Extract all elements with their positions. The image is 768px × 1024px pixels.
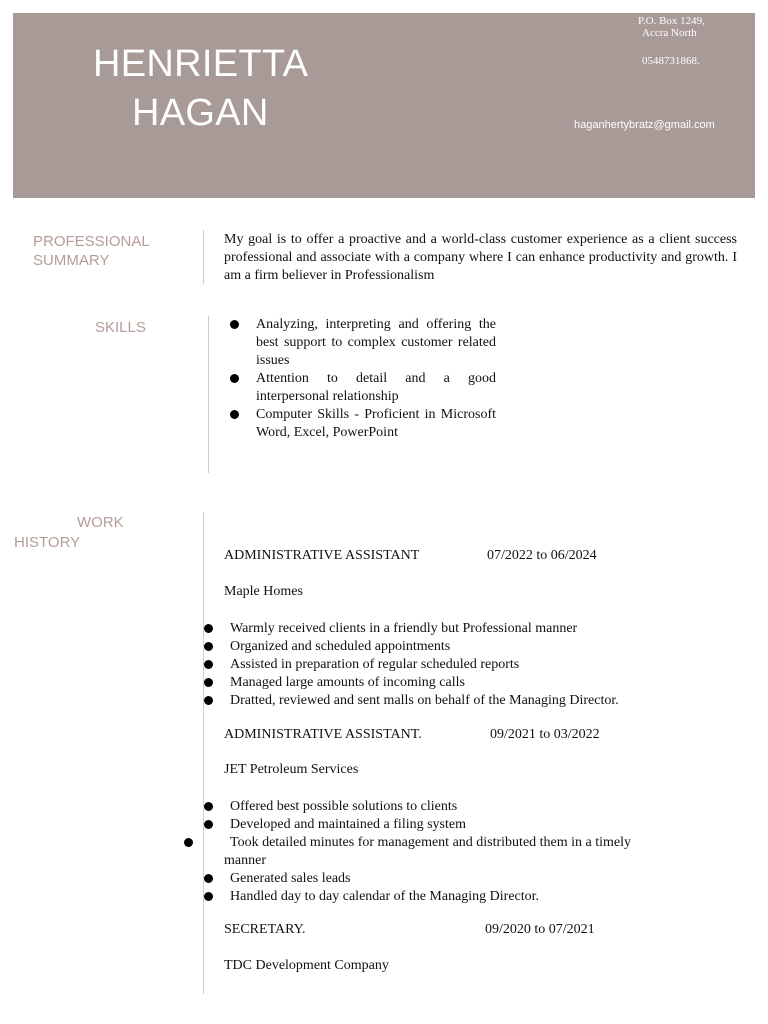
bullet-icon: [204, 820, 213, 829]
duty-item: Generated sales leads: [204, 870, 674, 888]
duties-list: [204, 620, 674, 710]
phone-number: 0548731868.: [642, 55, 700, 67]
company-name: TDC Development Company: [224, 958, 389, 973]
work-label-line1: WORK: [77, 514, 124, 531]
summary-label-line1: PROFESSIONAL: [33, 233, 150, 250]
skill-item: Computer Skills - Proficient in Microsoft Word, Excel, PowerPoint: [230, 406, 496, 442]
skill-item: Attention to detail and a good interpersonal relationship: [230, 370, 496, 406]
address-line-2: Accra North: [642, 27, 697, 39]
duty-item: Offered best possible solutions to clients: [204, 798, 674, 816]
bullet-icon: [204, 802, 213, 811]
bullet-icon: [204, 892, 213, 901]
work-divider: [203, 512, 204, 994]
address-line-1: P.O. Box 1249,: [638, 15, 705, 27]
bullet-icon: [230, 374, 239, 383]
duty-item: Warmly received clients in a friendly but Professional manner: [204, 620, 674, 638]
job-title: SECRETARY.: [224, 922, 306, 937]
bullet-icon: [230, 320, 239, 329]
first-name: HENRIETTA: [93, 43, 309, 85]
company-name: Maple Homes: [224, 584, 303, 599]
work-label-line2: HISTORY: [14, 534, 81, 551]
skills-label: SKILLS: [95, 319, 146, 336]
job-dates: 07/2022 to 06/2024: [487, 548, 597, 563]
bullet-icon: [230, 410, 239, 419]
duty-item: Managed large amounts of incoming calls: [204, 674, 674, 692]
duty-item: Took detailed minutes for management and distributed them in a timely manner: [204, 834, 674, 870]
duty-item: Handled day to day calendar of the Managing Director.: [204, 888, 674, 906]
job-title: ADMINISTRATIVE ASSISTANT.: [224, 727, 422, 742]
summary-text: My goal is to offer a proactive and a world-class customer experience as a client success professional and associate with a company where I can enhance productivity and growth. I am a firm believer in Professionalism: [224, 232, 737, 283]
skills-list: [230, 316, 496, 442]
bullet-icon: [204, 874, 213, 883]
job-dates: 09/2021 to 03/2022: [490, 727, 600, 742]
company-name: JET Petroleum Services: [224, 762, 359, 777]
bullet-icon: [204, 696, 213, 705]
skill-item: Analyzing, interpreting and offering the best support to complex customer related issues: [230, 316, 496, 370]
header-banner: [13, 13, 755, 198]
summary-divider: [203, 230, 204, 284]
duty-item: Assisted in preparation of regular scheduled reports: [204, 656, 674, 674]
job-title: ADMINISTRATIVE ASSISTANT: [224, 548, 420, 563]
summary-label-line2: SUMMARY: [33, 252, 110, 269]
bullet-icon: [184, 838, 193, 847]
email-address: haganhertybratz@gmail.com: [574, 119, 715, 131]
last-name: HAGAN: [132, 92, 269, 134]
skills-divider: [208, 316, 209, 473]
duty-item: Dratted, reviewed and sent malls on behalf of the Managing Director.: [204, 692, 674, 710]
bullet-icon: [204, 678, 213, 687]
bullet-icon: [204, 660, 213, 669]
bullet-icon: [204, 624, 213, 633]
duty-item: Organized and scheduled appointments: [204, 638, 674, 656]
duties-list: [204, 798, 674, 906]
duty-item: Developed and maintained a filing system: [204, 816, 674, 834]
bullet-icon: [204, 642, 213, 651]
job-dates: 09/2020 to 07/2021: [485, 922, 595, 937]
